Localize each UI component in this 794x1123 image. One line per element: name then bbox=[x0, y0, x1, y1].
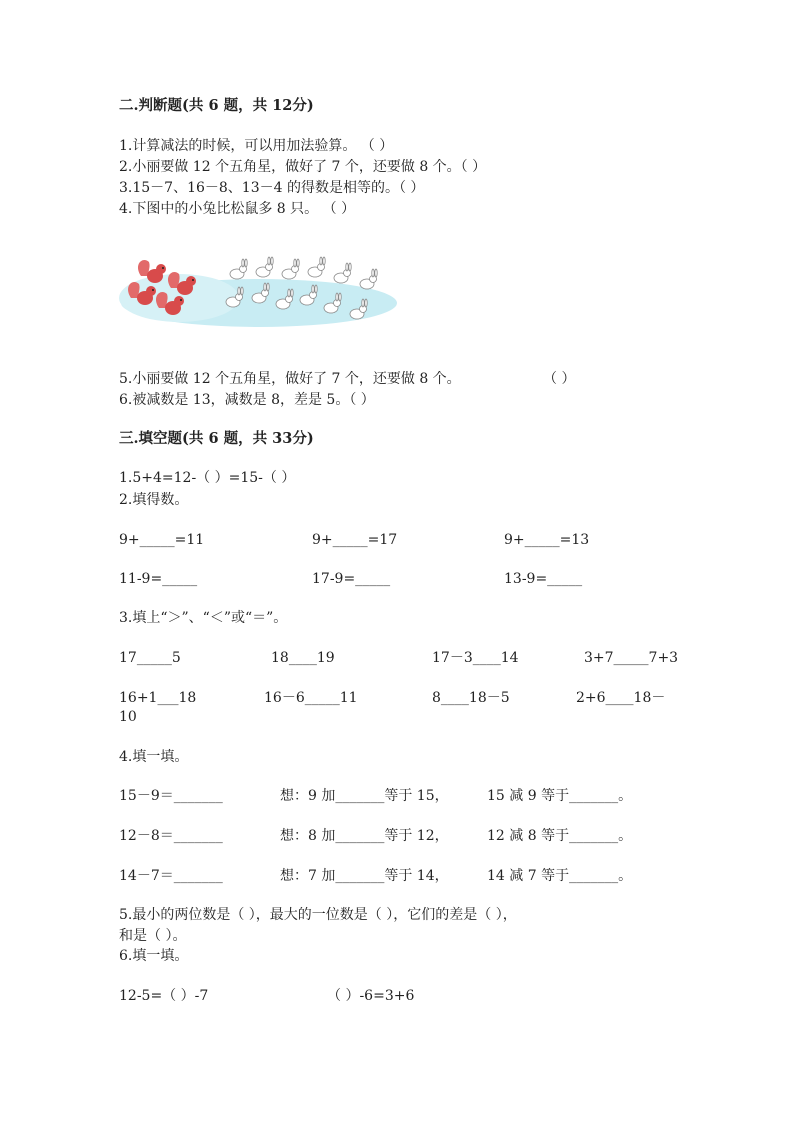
q4-r2-c2: 想：8 加_______等于 12， bbox=[280, 828, 449, 844]
q4-r2-c1: 12－8＝_______ bbox=[119, 828, 223, 844]
q3-r1-c3: 17－3____14 bbox=[432, 650, 519, 666]
q4-r1-c1: 15－9＝_______ bbox=[119, 788, 223, 804]
q6-eq-b: （ ）-6=3+6 bbox=[327, 988, 415, 1004]
judge-q5-paren: （ ） bbox=[543, 371, 576, 387]
judge-q4: 4.下图中的小兔比松鼠多 8 只。 （ ） bbox=[119, 201, 356, 217]
judge-q2: 2.小丽要做 12 个五角星，做好了 7 个，还要做 8 个。（ ） bbox=[119, 159, 487, 175]
q2-r1-c3: 9+_____=13 bbox=[504, 532, 590, 548]
fill-q1: 1.5+4=12-（ ）=15-（ ） bbox=[119, 470, 296, 486]
q2-r1-c1: 9+_____=11 bbox=[119, 532, 205, 548]
q4-r2-c3: 12 减 8 等于_______。 bbox=[487, 828, 633, 844]
q3-r2-c3: 8____18－5 bbox=[432, 690, 510, 706]
q6-eq-a: 12-5=（ ）-7 bbox=[119, 988, 209, 1004]
q3-r1-c2: 18____19 bbox=[271, 650, 335, 666]
fill-q5-line2: 和是（ ）。 bbox=[119, 928, 187, 944]
q3-r2-c4: 2+6____18－ bbox=[576, 690, 666, 706]
judge-q5-text: 5.小丽要做 12 个五角星，做好了 7 个，还要做 8 个。 bbox=[119, 371, 461, 387]
fill-q3-label: 3.填上“＞”、“＜”或“＝”。 bbox=[119, 610, 288, 626]
q3-r1-c4: 3+7_____7+3 bbox=[584, 650, 679, 666]
judge-q1: 1.计算减法的时候，可以用加法验算。 （ ） bbox=[119, 138, 394, 154]
fill-q4-label: 4.填一填。 bbox=[119, 749, 189, 765]
q3-r2-c1: 16+1___18 bbox=[119, 690, 197, 706]
q3-r2-c2: 16－6_____11 bbox=[264, 690, 358, 706]
q4-r3-c3: 14 减 7 等于_______。 bbox=[487, 868, 633, 884]
q2-r2-c2: 17-9=_____ bbox=[312, 571, 391, 587]
fill-q5-line1: 5.最小的两位数是（ ），最大的一位数是（ ），它们的差是（ ）， bbox=[119, 907, 517, 923]
fill-q6-label: 6.填一填。 bbox=[119, 948, 189, 964]
judge-q3: 3.15－7、16－8、13－4 的得数是相等的。（ ） bbox=[119, 180, 425, 196]
q3-r1-c1: 17_____5 bbox=[119, 650, 181, 666]
judge-q6: 6.被减数是 13，减数是 8，差是 5。（ ） bbox=[119, 392, 375, 408]
section-3-title: 三.填空题(共 6 题，共 33分) bbox=[119, 430, 314, 447]
q4-r3-c1: 14－7＝_______ bbox=[119, 868, 223, 884]
q4-r3-c2: 想：7 加_______等于 14， bbox=[280, 868, 449, 884]
q4-r1-c3: 15 减 9 等于_______。 bbox=[487, 788, 633, 804]
q2-r2-c3: 13-9=_____ bbox=[504, 571, 583, 587]
q3-r2-wrap: 10 bbox=[119, 709, 137, 725]
judge-q5 bbox=[119, 369, 576, 389]
section-2-title: 二.判断题(共 6 题，共 12分) bbox=[119, 97, 314, 114]
squirrels-rabbits-illustration bbox=[119, 248, 399, 330]
q4-r1-c2: 想：9 加_______等于 15， bbox=[280, 788, 449, 804]
q2-r2-c1: 11-9=_____ bbox=[119, 571, 198, 587]
q2-r1-c2: 9+_____=17 bbox=[312, 532, 398, 548]
fill-q2-label: 2.填得数。 bbox=[119, 492, 189, 508]
